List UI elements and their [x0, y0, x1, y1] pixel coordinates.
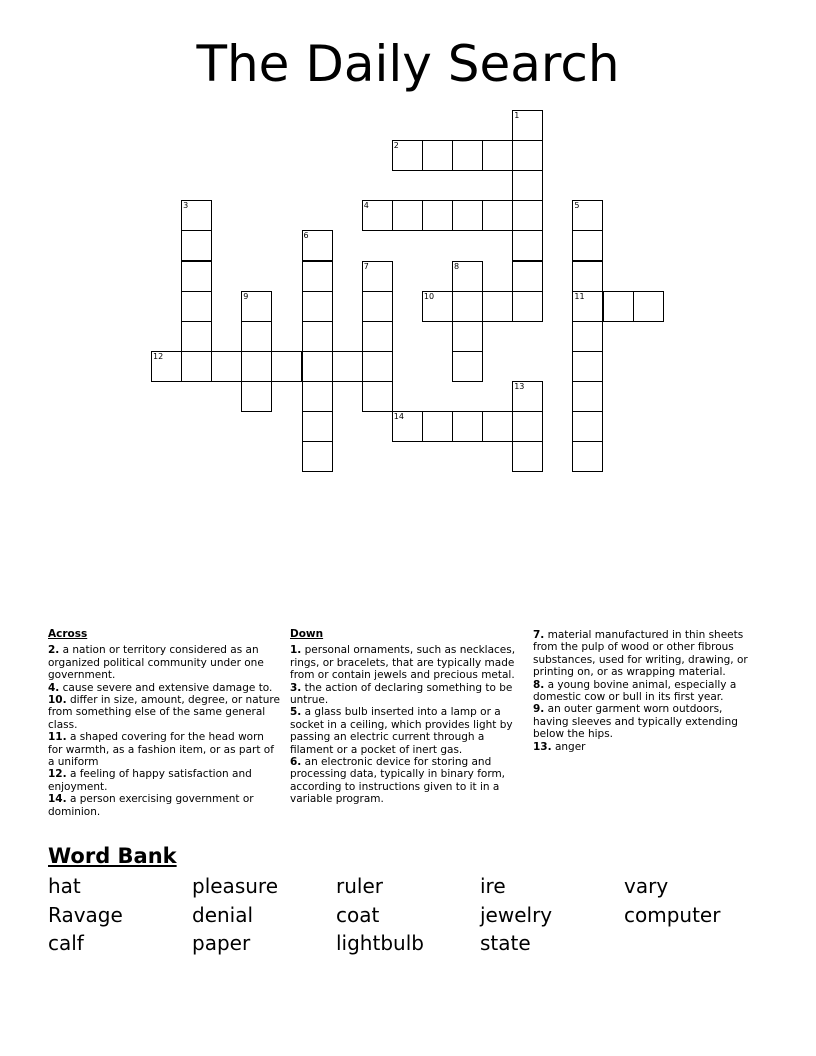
clue-number: 5	[574, 201, 580, 211]
crossword-cell[interactable]	[572, 411, 603, 442]
crossword-cell[interactable]	[572, 381, 603, 412]
clue-text: differ in size, amount, degree, or nature from something else of the same general class.	[48, 694, 280, 731]
crossword-cell[interactable]	[452, 351, 483, 382]
crossword-cell[interactable]	[362, 200, 393, 231]
clue-number: 6.	[290, 756, 302, 769]
clue	[290, 644, 526, 681]
word-bank-word: vary	[624, 874, 669, 898]
clue-text: a feeling of happy satisfaction and enjoyment.	[48, 768, 252, 793]
clue-number: 9	[243, 291, 249, 301]
clue	[48, 682, 280, 694]
clue-text: cause severe and extensive damage to.	[59, 681, 273, 694]
clue-number: 2	[393, 141, 399, 151]
crossword-cell[interactable]	[482, 200, 513, 231]
clue-number: 11	[574, 291, 585, 301]
clue-number: 3.	[290, 681, 302, 694]
crossword-cell[interactable]	[572, 261, 603, 292]
crossword-cell[interactable]	[362, 351, 393, 382]
clue-number: 4.	[48, 681, 60, 694]
clue-number: 13.	[533, 740, 552, 753]
clue-number: 8	[454, 261, 460, 271]
crossword-cell[interactable]	[362, 261, 393, 292]
crossword-cell[interactable]	[181, 200, 212, 231]
clue-number: 8.	[533, 678, 545, 691]
clue	[533, 703, 759, 740]
crossword-cell[interactable]	[181, 291, 212, 322]
clue-number: 7.	[533, 629, 545, 641]
clue-number: 1.	[290, 644, 302, 657]
crossword-cell[interactable]	[362, 291, 393, 322]
crossword-cell[interactable]	[452, 291, 483, 322]
crossword-cell[interactable]	[241, 381, 272, 412]
crossword-cell[interactable]	[452, 321, 483, 352]
word-bank-word: ruler	[336, 874, 383, 898]
clue-text: a nation or territory considered as an organized political community under one government.	[48, 644, 264, 682]
crossword-cell[interactable]	[572, 230, 603, 261]
clue-text: a young bovine animal, especially a domestic cow or bull in its first year.	[533, 678, 737, 704]
word-bank-word: denial	[192, 902, 254, 927]
across-clues	[48, 628, 280, 818]
clue	[533, 741, 759, 753]
crossword-cell[interactable]	[362, 321, 393, 352]
word-bank-word: computer	[624, 902, 721, 927]
clue	[48, 768, 280, 793]
crossword-cell[interactable]	[422, 291, 453, 322]
clue	[48, 694, 280, 731]
crossword-cell[interactable]	[241, 351, 272, 382]
crossword-cell[interactable]	[572, 321, 603, 352]
crossword-cell[interactable]	[362, 381, 393, 412]
word-bank-word: coat	[336, 902, 380, 927]
crossword-cell[interactable]	[302, 381, 333, 412]
clue-text: an outer garment worn outdoors, having sleeves and typically extending below the hips.	[533, 703, 738, 741]
crossword-cell[interactable]	[512, 261, 543, 292]
clue-number: 14.	[48, 793, 67, 806]
crossword-cell[interactable]	[512, 441, 543, 472]
word-bank-word: paper	[192, 931, 251, 955]
crossword-cell[interactable]	[512, 140, 543, 171]
crossword-cell[interactable]	[181, 351, 212, 382]
crossword-cell[interactable]	[452, 411, 483, 442]
crossword-cell[interactable]	[512, 200, 543, 231]
clue-number: 9.	[533, 703, 545, 716]
clue-number: 3	[183, 201, 189, 211]
crossword-cell[interactable]	[302, 230, 333, 261]
down-clues	[290, 628, 526, 806]
clue	[48, 731, 280, 768]
clue-text: the action of declaring something to be untrue.	[290, 681, 513, 707]
crossword-cell[interactable]	[452, 200, 483, 231]
down-heading: Down	[290, 628, 324, 640]
across-heading: Across	[48, 628, 88, 640]
clue-number: 10.	[48, 694, 67, 707]
clue-text: material manufactured in thin sheets from the pulp of wood or other fibrous substances, used for writing, drawing, or printing on, or as wrapping material.	[533, 629, 748, 679]
word-bank-word: lightbulb	[336, 931, 424, 955]
crossword-cell[interactable]	[271, 351, 302, 382]
clue-text: a shaped covering for the head worn for warmth, as a fashion item, or as part of a uniform	[48, 731, 274, 769]
crossword-cell[interactable]	[482, 411, 513, 442]
clue	[290, 706, 526, 756]
clue	[48, 644, 280, 681]
crossword-cell[interactable]	[302, 441, 333, 472]
crossword-cell[interactable]	[512, 291, 543, 322]
crossword-cell[interactable]	[332, 351, 363, 382]
crossword-cell[interactable]	[241, 291, 272, 322]
crossword-cell[interactable]	[151, 351, 182, 382]
clue-number: 4	[363, 201, 369, 211]
clue-number: 10	[423, 291, 435, 301]
crossword-cell[interactable]	[572, 200, 603, 231]
clue	[533, 629, 759, 679]
crossword-cell[interactable]	[181, 261, 212, 292]
clue-text: anger	[551, 740, 586, 753]
crossword-cell[interactable]	[181, 230, 212, 261]
clue-text: a person exercising government or dominion.	[48, 793, 254, 818]
clue-text: an electronic device for storing and processing data, typically in binary form, according to instructions given to it in a variable program.	[290, 756, 506, 806]
word-bank-word: jewelry	[480, 902, 553, 927]
word-bank-word: pleasure	[192, 874, 278, 898]
crossword-cell[interactable]	[392, 411, 423, 442]
crossword-cell[interactable]	[572, 291, 603, 322]
crossword-cell[interactable]	[572, 441, 603, 472]
clue	[48, 793, 280, 818]
clue-number: 2.	[48, 644, 60, 657]
crossword-cell[interactable]	[422, 140, 453, 171]
clue-number: 7	[363, 261, 369, 271]
crossword-cell[interactable]	[422, 411, 453, 442]
crossword-cell[interactable]	[633, 291, 664, 322]
crossword-cell[interactable]	[512, 411, 543, 442]
clue-number: 12	[153, 351, 164, 361]
clue	[290, 756, 526, 806]
clue-text: a glass bulb inserted into a lamp or a socket in a ceiling, which provides light by passing an electric current through a filament or a pocket of inert gas.	[290, 706, 513, 756]
crossword-cell[interactable]	[512, 170, 543, 201]
crossword-cell[interactable]	[572, 351, 603, 382]
word-bank-word: hat	[48, 874, 81, 898]
clue-number: 12.	[48, 768, 67, 781]
clue-number: 13	[514, 381, 525, 391]
crossword-cell[interactable]	[181, 321, 212, 352]
crossword-cell[interactable]	[302, 351, 333, 382]
clue-number: 11.	[48, 731, 67, 744]
clue-number: 5.	[290, 706, 302, 719]
crossword-cell[interactable]	[302, 291, 333, 322]
clue	[533, 679, 759, 704]
crossword-cell[interactable]	[512, 381, 543, 412]
crossword-cell[interactable]	[512, 230, 543, 261]
crossword-cell[interactable]	[452, 261, 483, 292]
crossword-cell[interactable]	[512, 110, 543, 141]
clue-text: personal ornaments, such as necklaces, rings, or bracelets, that are typically made from or contain jewels and precious metal.	[290, 644, 516, 682]
word-bank-heading: Word Bank	[48, 844, 177, 868]
crossword-cell[interactable]	[422, 200, 453, 231]
crossword-cell[interactable]	[302, 321, 333, 352]
word-bank-word: ire	[480, 874, 506, 898]
crossword-cell[interactable]	[392, 200, 423, 231]
clue-number: 6	[303, 231, 309, 241]
clue	[290, 682, 526, 707]
crossword-cell[interactable]	[211, 351, 242, 382]
crossword-cell[interactable]	[482, 140, 513, 171]
crossword-cell[interactable]	[302, 261, 333, 292]
word-bank-word: state	[480, 931, 531, 955]
crossword-cell[interactable]	[482, 291, 513, 322]
down-clues-continued	[533, 629, 759, 753]
word-bank-word: calf	[48, 931, 84, 955]
crossword-cell[interactable]	[392, 140, 423, 171]
crossword-cell[interactable]	[603, 291, 634, 322]
crossword-cell[interactable]	[241, 321, 272, 352]
page-title: The Daily Search	[196, 35, 620, 93]
crossword-cell[interactable]	[452, 140, 483, 171]
clue-number: 1	[514, 111, 520, 120]
clue-number: 14	[393, 412, 404, 421]
word-bank-word: Ravage	[48, 902, 123, 927]
crossword-cell[interactable]	[302, 411, 333, 442]
